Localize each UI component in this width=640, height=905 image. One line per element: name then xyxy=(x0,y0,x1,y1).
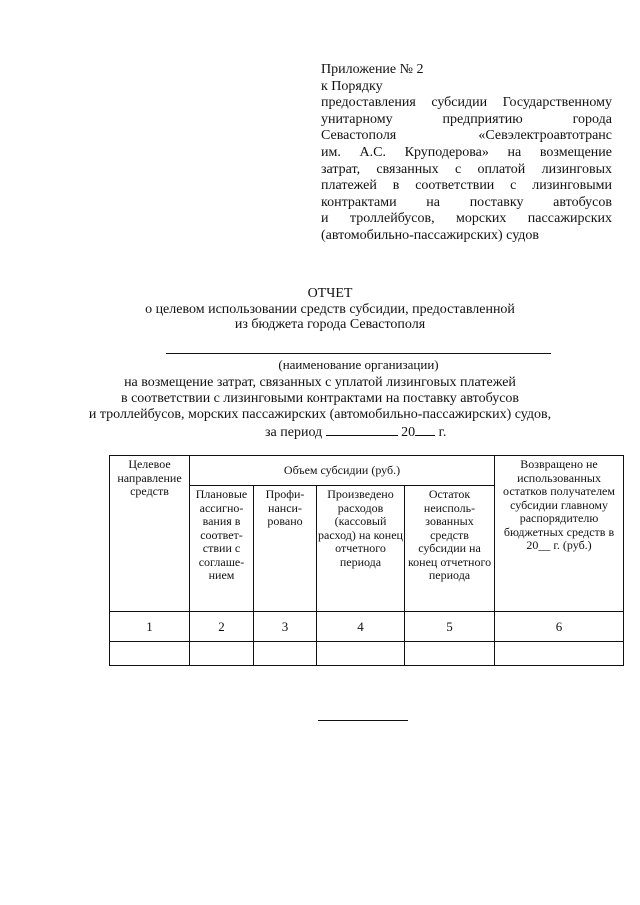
table-cell[interactable] xyxy=(495,642,624,666)
period-suffix: г. xyxy=(438,425,447,440)
purpose-line-1: на возмещение затрат, связанных с уплатой лизинговых платежей xyxy=(124,375,516,390)
organization-caption: (наименование организации) xyxy=(278,357,439,372)
header-financed xyxy=(254,486,317,612)
appendix-line: (автомобильно-пассажирских) судов xyxy=(321,227,540,243)
period-year: 20 xyxy=(401,425,416,440)
appendix-line: унитарному предприятию города xyxy=(321,111,612,127)
header-returned xyxy=(495,456,624,612)
appendix-line: затрат, связанных с оплатой лизинговых xyxy=(321,161,612,177)
header-remainder xyxy=(405,486,495,612)
header-target-direction-text: Целевое направление средств xyxy=(117,457,182,498)
appendix-line: к Порядку xyxy=(321,78,383,94)
period-blank xyxy=(326,424,398,436)
footer-separator xyxy=(318,720,408,721)
header-returned-text: Возвращено не использованных остатков получателем субсидии главному распорядителю бюджетных средств в 20__ г. (руб.) xyxy=(503,457,615,552)
header-subsidy-volume-text: Объем субсидии (руб.) xyxy=(283,462,401,477)
header-subsidy-volume xyxy=(190,456,495,486)
table-cell[interactable] xyxy=(190,642,254,666)
column-number: 4 xyxy=(317,612,405,642)
report-table xyxy=(109,455,624,666)
appendix-line: им. А.С. Круподерова» на возмещение xyxy=(321,144,612,160)
report-title-block xyxy=(60,286,600,333)
table-row-empty xyxy=(110,642,624,666)
report-subtitle-2: из бюджета города Севастополя xyxy=(234,317,426,332)
appendix-header xyxy=(321,62,612,245)
header-target-direction xyxy=(110,456,190,612)
header-financed-text: Профи-нанси-ровано xyxy=(265,487,305,528)
table-cell[interactable] xyxy=(405,642,495,666)
column-number: 3 xyxy=(254,612,317,642)
header-remainder-text: Остаток неисполь-зованных средств субсидии на конец отчетного периода xyxy=(407,487,492,582)
appendix-line: и троллейбусов, морских пассажирских xyxy=(321,211,612,227)
appendix-line: Севастополя «Севэлектроавтотранс xyxy=(321,128,612,144)
period-year-blank xyxy=(415,424,435,436)
appendix-line: платежей в соответствии с лизинговыми xyxy=(321,178,612,194)
table-cell[interactable] xyxy=(110,642,190,666)
column-number: 5 xyxy=(405,612,495,642)
report-title: ОТЧЕТ xyxy=(307,286,353,301)
header-planned-text: Плановые ассигно-вания в соответ-ствии с соглаше-нием xyxy=(195,487,248,582)
header-spent-text: Произведено расходов (кассовый расход) на конец отчетного периода xyxy=(318,487,403,569)
column-number: 6 xyxy=(495,612,624,642)
period-prefix: за период xyxy=(265,425,323,440)
purpose-line-2: в соответствии с лизинговыми контрактами на поставку автобусов xyxy=(120,391,520,406)
column-number: 1 xyxy=(110,612,190,642)
organization-name-line xyxy=(166,353,551,354)
table-row-numbers xyxy=(110,612,624,642)
report-subtitle-1: о целевом использовании средств субсидии, предоставленной xyxy=(145,301,515,317)
appendix-line: контрактами на поставку автобусов xyxy=(321,194,612,210)
header-planned xyxy=(190,486,254,612)
table-cell[interactable] xyxy=(317,642,405,666)
purpose-line-3: и троллейбусов, морских пассажирских (автомобильно-пассажирских) судов, xyxy=(88,407,552,422)
column-number: 2 xyxy=(190,612,254,642)
appendix-line: предоставления субсидии Государственному xyxy=(321,95,612,111)
table-cell[interactable] xyxy=(254,642,317,666)
period-line xyxy=(265,424,465,440)
appendix-line: Приложение № 2 xyxy=(321,62,424,77)
header-spent xyxy=(317,486,405,612)
